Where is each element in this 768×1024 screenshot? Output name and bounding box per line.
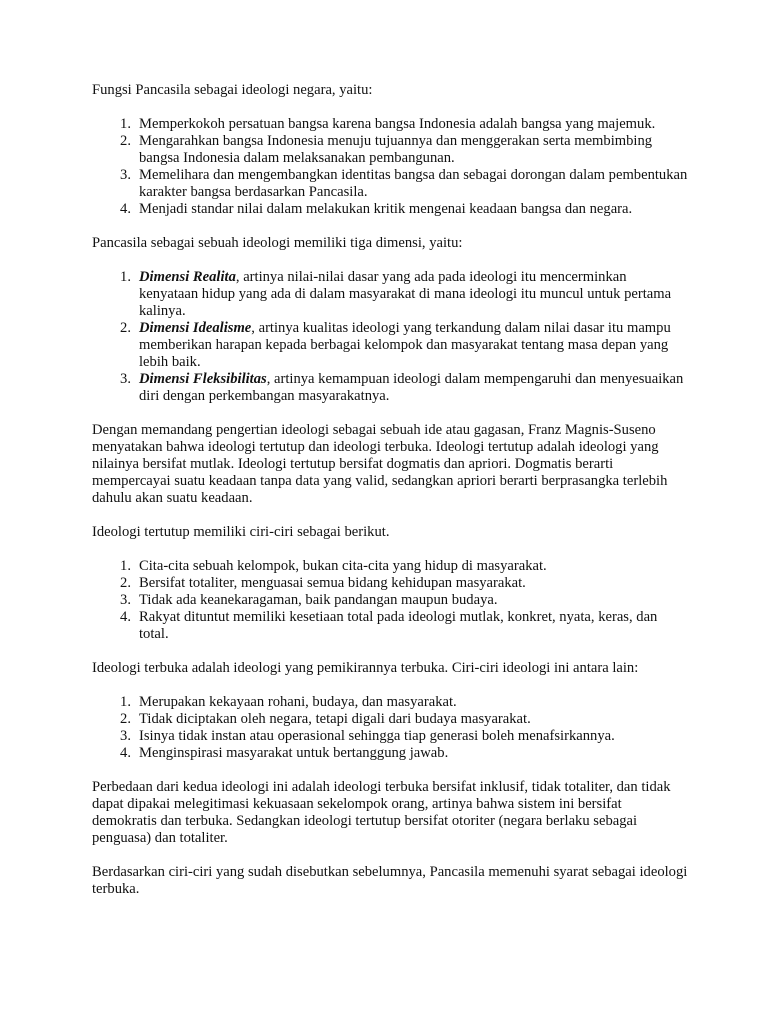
paragraph-difference: Perbedaan dari kedua ideologi ini adalah ideologi terbuka bersifat inklusif, tidak totaliter, dan tidak dapat dipakai melegitimasi kekuasaan sekelompok orang, artinya bahwa sistem ini bersifat demokratis dan terbuka. Sedangkan ideologi tertutup bersifat otoriter (negara berlaku sebagai penguasa) dan totaliter.	[92, 779, 671, 846]
list-number: 2.	[120, 133, 131, 149]
list-item	[92, 116, 688, 133]
dimension-description: , artinya kemampuan ideologi dalam mempengaruhi dan menyesuaikan diri dengan perkembangan masyarakatnya.	[139, 371, 684, 404]
list-item-text: Mengarahkan bangsa Indonesia menuju tujuannya dan menggerakan serta membimbing bangsa Indonesia dalam melaksanakan pembangunan.	[139, 133, 653, 166]
intro-functions: Fungsi Pancasila sebagai ideologi negara, yaitu:	[92, 82, 373, 98]
dimensions-list	[92, 269, 688, 405]
list-number: 3.	[120, 371, 131, 387]
list-item	[92, 167, 688, 201]
list-item-text: Cita-cita sebuah kelompok, bukan cita-cita yang hidup di masyarakat.	[139, 558, 547, 574]
list-number: 1.	[120, 558, 131, 574]
list-number: 2.	[120, 320, 131, 336]
list-item	[92, 745, 688, 762]
list-item-text: Memelihara dan mengembangkan identitas bangsa dan sebagai dorongan dalam pembentukan karakter bangsa berdasarkan Pancasila.	[139, 167, 688, 200]
open-ideology-list	[92, 694, 688, 762]
list-item	[92, 575, 688, 592]
list-number: 4.	[120, 745, 131, 761]
paragraph-magnis-suseno: Dengan memandang pengertian ideologi sebagai sebuah ide atau gagasan, Franz Magnis-Suseno menyatakan bahwa ideologi tertutup dan ideologi terbuka. Ideologi tertutup adalah ideologi yang nilainya bersifat mutlak. Ideologi tertutup bersifat dogmatis dan apriori. Dogmatis berarti mempercayai suatu keadaan tanpa data yang valid, sedangkan apriori berarti berprasangka terlebih dahulu akan suatu keadaan.	[92, 422, 668, 506]
list-item-text: Rakyat dituntut memiliki kesetiaan total pada ideologi mutlak, konkret, nyata, keras, dan total.	[139, 609, 658, 642]
list-item	[92, 371, 688, 405]
list-item-text: Merupakan kekayaan rohani, budaya, dan masyarakat.	[139, 694, 457, 710]
list-item	[92, 592, 688, 609]
list-number: 4.	[120, 201, 131, 217]
intro-dimensions: Pancasila sebagai sebuah ideologi memiliki tiga dimensi, yaitu:	[92, 235, 463, 251]
list-item	[92, 694, 688, 711]
functions-list	[92, 116, 688, 218]
list-item	[92, 711, 688, 728]
list-number: 1.	[120, 694, 131, 710]
list-item-text: Tidak diciptakan oleh negara, tetapi digali dari budaya masyarakat.	[139, 711, 531, 727]
list-item-text: Memperkokoh persatuan bangsa karena bangsa Indonesia adalah bangsa yang majemuk.	[139, 116, 656, 132]
list-item-text	[139, 320, 688, 371]
list-number: 2.	[120, 575, 131, 591]
dimension-term: Dimensi Fleksibilitas	[139, 371, 267, 387]
list-number: 3.	[120, 728, 131, 744]
list-item-text: Menginspirasi masyarakat untuk bertanggung jawab.	[139, 745, 449, 761]
list-item	[92, 201, 688, 218]
list-number: 4.	[120, 609, 131, 625]
list-number: 3.	[120, 167, 131, 183]
paragraph-conclusion: Berdasarkan ciri-ciri yang sudah disebutkan sebelumnya, Pancasila memenuhi syarat sebagai ideologi terbuka.	[92, 864, 688, 897]
list-item	[92, 609, 688, 643]
dimension-description: , artinya kualitas ideologi yang terkandung dalam nilai dasar itu mampu memberikan harapan kepada berbagai kelompok dan masyarakat tentang masa depan yang lebih baik.	[139, 320, 671, 370]
list-item-text: Isinya tidak instan atau operasional sehingga tiap generasi boleh menafsirkannya.	[139, 728, 615, 744]
dimension-term: Dimensi Realita	[139, 269, 236, 285]
list-item	[92, 558, 688, 575]
dimension-description: , artinya nilai-nilai dasar yang ada pada ideologi itu mencerminkan kenyataan hidup yang ada di dalam masyarakat di mana ideologi itu muncul untuk pertama kalinya.	[139, 269, 672, 319]
closed-ideology-list	[92, 558, 688, 643]
list-number: 2.	[120, 711, 131, 727]
list-number: 1.	[120, 269, 131, 285]
list-item-text: Tidak ada keanekaragaman, baik pandangan maupun budaya.	[139, 592, 498, 608]
list-item-text	[139, 269, 688, 320]
dimension-term: Dimensi Idealisme	[139, 320, 252, 336]
intro-closed-ideology: Ideologi tertutup memiliki ciri-ciri sebagai berikut.	[92, 524, 390, 540]
list-item-text: Bersifat totaliter, menguasai semua bidang kehidupan masyarakat.	[139, 575, 526, 591]
list-item	[92, 133, 688, 167]
list-number: 3.	[120, 592, 131, 608]
list-item	[92, 728, 688, 745]
list-item	[92, 320, 688, 371]
list-number: 1.	[120, 116, 131, 132]
list-item	[92, 269, 688, 320]
list-item-text	[139, 371, 688, 405]
intro-open-ideology: Ideologi terbuka adalah ideologi yang pemikirannya terbuka. Ciri-ciri ideologi ini antara lain:	[92, 660, 639, 676]
list-item-text: Menjadi standar nilai dalam melakukan kritik mengenai keadaan bangsa dan negara.	[139, 201, 633, 217]
